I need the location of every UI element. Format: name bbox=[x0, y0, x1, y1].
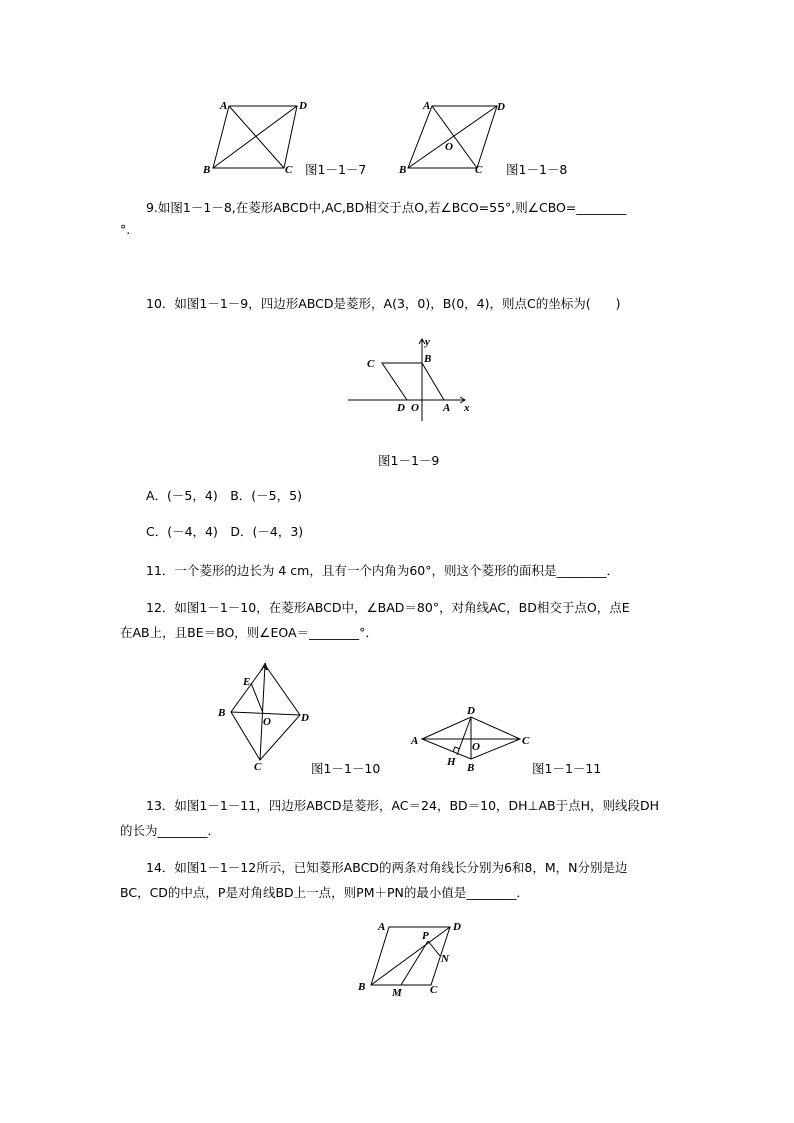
figure-1-1-7 bbox=[200, 96, 400, 180]
label-x: x bbox=[464, 402, 470, 414]
label-b: B bbox=[424, 353, 432, 365]
label-c: C bbox=[285, 164, 293, 176]
label-p: P bbox=[422, 930, 429, 942]
diagonal-ac bbox=[229, 106, 284, 168]
segment-eo bbox=[251, 683, 263, 713]
figure-1-1-11 bbox=[405, 700, 535, 775]
question-9-line-2: °. bbox=[120, 222, 131, 237]
caption-fig-1-1-8: 图1－1－8 bbox=[506, 162, 568, 177]
label-c: C bbox=[522, 735, 530, 747]
question-11: 11．一个菱形的边长为 4 cm，且有一个内角为60°，则这个菱形的面积是________． bbox=[146, 563, 620, 578]
label-d: D bbox=[453, 921, 461, 933]
question-10-options-c-d: C．(－4，4) D．(－4，3) bbox=[146, 524, 304, 539]
question-12-line-1: 12．如图1－1－10，在菱形ABCD中，∠BAD＝80°，对角线AC，BD相交于点O，点E bbox=[146, 600, 630, 615]
diagonal-bd bbox=[231, 712, 300, 715]
label-d: D bbox=[397, 402, 405, 414]
label-b: B bbox=[467, 762, 475, 774]
label-n: N bbox=[441, 953, 449, 965]
figure-1-1-9 bbox=[345, 333, 475, 423]
label-o: O bbox=[263, 716, 271, 728]
rhombus-abcd bbox=[382, 363, 444, 400]
caption-fig-1-1-9: 图1－1－9 bbox=[378, 453, 440, 468]
label-c: C bbox=[254, 761, 262, 773]
caption-fig-1-1-11: 图1－1－11 bbox=[532, 761, 602, 776]
label-d: D bbox=[301, 712, 309, 724]
question-10-stem: 10．如图1－1－9，四边形ABCD是菱形，A(3，0)，B(0，4)，则点C的坐标为( ) bbox=[146, 296, 621, 311]
caption-fig-1-1-7: 图1－1－7 bbox=[305, 162, 367, 177]
caption-fig-1-1-10: 图1－1－10 bbox=[311, 761, 381, 776]
segment-pm bbox=[401, 941, 428, 985]
label-b: B bbox=[399, 164, 407, 176]
label-a: A bbox=[443, 402, 451, 414]
label-a: A bbox=[411, 735, 419, 747]
question-9-line-1: 9.如图1－1－8,在菱形ABCD中,AC,BD相交于点O,若∠BCO=55°,则∠CBO=________ bbox=[146, 200, 627, 215]
label-h: H bbox=[447, 756, 456, 768]
diagonal-bd bbox=[371, 927, 450, 985]
label-d: D bbox=[299, 100, 307, 112]
label-d: D bbox=[497, 101, 505, 113]
label-a: A bbox=[261, 661, 269, 673]
diagonal-ac bbox=[432, 106, 477, 168]
label-a: A bbox=[378, 921, 386, 933]
label-d: D bbox=[467, 705, 475, 717]
diagonal-bd bbox=[408, 106, 497, 168]
segment-pn bbox=[428, 941, 440, 956]
label-o: O bbox=[445, 141, 453, 153]
label-c: C bbox=[367, 358, 375, 370]
label-b: B bbox=[203, 164, 211, 176]
question-14-line-2: BC，CD的中点，P是对角线BD上一点，则PM＋PN的最小值是________． bbox=[120, 885, 529, 900]
figure-1-1-12 bbox=[350, 915, 470, 1000]
figure-1-1-10 bbox=[210, 655, 320, 775]
label-m: M bbox=[392, 987, 402, 999]
label-a: A bbox=[220, 100, 228, 112]
question-10-options-a-b: A．(－5，4) B．(－5，5) bbox=[146, 488, 302, 503]
label-y: y bbox=[425, 336, 430, 348]
label-o: O bbox=[472, 741, 480, 753]
label-o: O bbox=[411, 402, 419, 414]
label-c: C bbox=[430, 984, 438, 996]
label-b: B bbox=[358, 981, 366, 993]
question-13-line-2: 的长为________． bbox=[120, 823, 221, 838]
question-12-line-2: 在AB上，且BE＝BO，则∠EOA＝________°． bbox=[120, 625, 378, 640]
diagonal-bd bbox=[213, 106, 297, 168]
label-b: B bbox=[218, 707, 226, 719]
question-13-line-1: 13．如图1－1－11，四边形ABCD是菱形，AC＝24，BD＝10，DH⊥AB于点H，则线段DH bbox=[146, 798, 660, 813]
question-14-line-1: 14．如图1－1－12所示，已知菱形ABCD的两条对角线长分别为6和8，M，N分别是边 bbox=[146, 860, 628, 875]
label-c: C bbox=[475, 164, 483, 176]
label-e: E bbox=[243, 676, 251, 688]
figure-1-1-8 bbox=[395, 96, 505, 180]
label-a: A bbox=[423, 100, 431, 112]
